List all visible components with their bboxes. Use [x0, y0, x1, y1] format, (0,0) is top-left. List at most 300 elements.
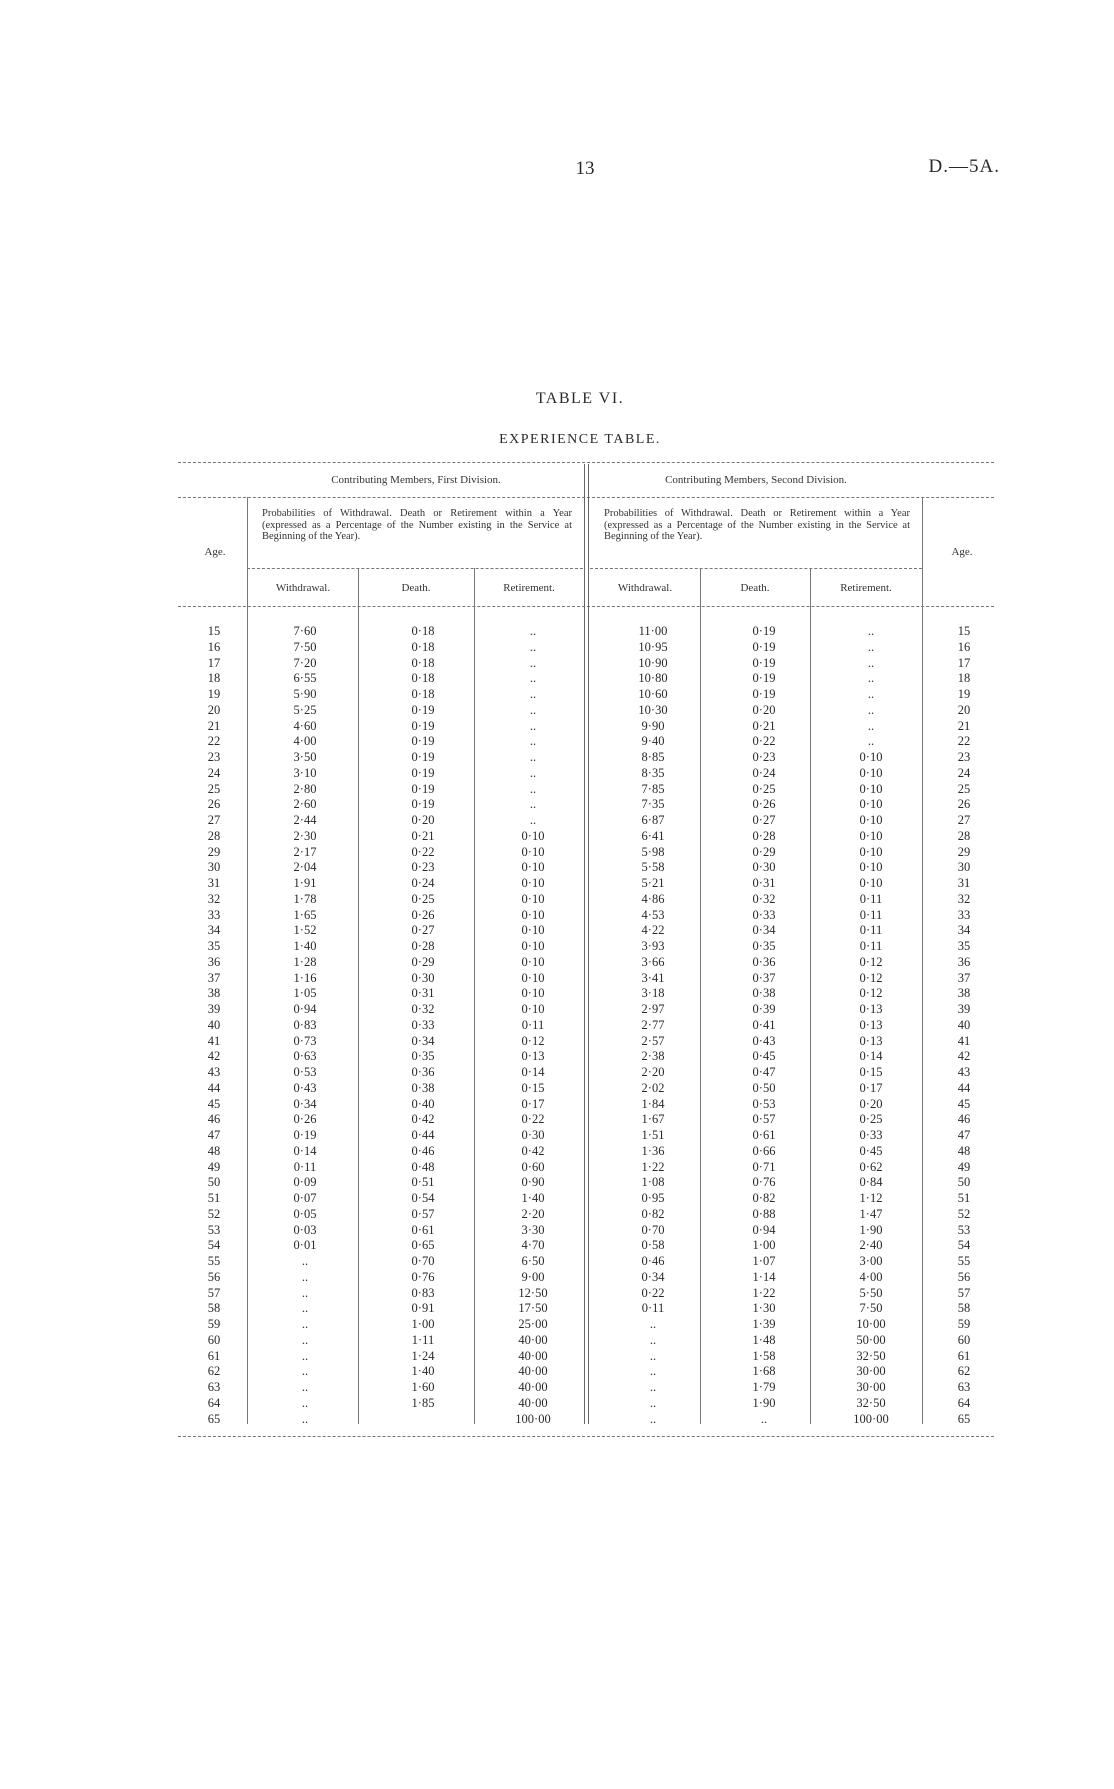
table-row: [0, 892, 1114, 908]
death-first-cell: 0·19: [411, 702, 435, 717]
age-cell-right: 46: [957, 1112, 971, 1127]
age-cell: 17: [207, 655, 221, 670]
withdrawal-first-cell: 1·78: [293, 891, 317, 906]
death-first-cell: 1·24: [411, 1348, 435, 1363]
withdrawal-first-cell: ..: [301, 1411, 309, 1426]
retirement-second-cell: ..: [867, 671, 875, 686]
death-first-cell: 1·40: [411, 1364, 435, 1379]
death-second-cell: 0·71: [752, 1159, 776, 1174]
table-row: [0, 1175, 1114, 1191]
retirement-first-cell: 0·10: [521, 923, 545, 938]
death-first-cell: 0·48: [411, 1159, 435, 1174]
withdrawal-first-cell: 1·52: [293, 923, 317, 938]
death-second-cell: 0·21: [752, 718, 776, 733]
death-second-cell: 0·23: [752, 750, 776, 764]
retirement-second-cell: 0·10: [859, 860, 883, 875]
age-cell: 56: [207, 1269, 221, 1284]
withdrawal-second-cell: ..: [649, 1411, 657, 1426]
age-cell-right: 61: [957, 1348, 971, 1363]
age-cell: 25: [207, 781, 221, 796]
withdrawal-second-cell: 2·77: [641, 1017, 665, 1032]
withdrawal-first-cell: 4·60: [293, 718, 317, 733]
retirement-second-cell: 3·00: [859, 1254, 883, 1268]
retirement-first-cell: ..: [529, 639, 537, 654]
age-cell: 43: [207, 1065, 221, 1079]
death-first-cell: 0·18: [411, 624, 435, 638]
withdrawal-first-cell: 7·60: [293, 624, 317, 638]
withdrawal-second-cell: 10·60: [638, 687, 668, 701]
age-cell-right: 51: [957, 1191, 971, 1205]
death-first-cell: 0·25: [411, 891, 435, 906]
death-first-cell: 0·70: [411, 1254, 435, 1268]
withdrawal-first-cell: 2·30: [293, 828, 317, 843]
age-cell-right: 19: [957, 687, 971, 701]
table-row: [0, 797, 1114, 813]
withdrawal-first-cell: 0·19: [293, 1128, 317, 1142]
death-first-cell: 0·61: [411, 1222, 435, 1237]
age-cell: 58: [207, 1301, 221, 1316]
age-cell: 39: [207, 1002, 221, 1016]
withdrawal-header-second: Withdrawal.: [617, 582, 673, 594]
retirement-second-cell: 0·62: [859, 1159, 883, 1174]
retirement-first-cell: 0·60: [521, 1159, 545, 1174]
death-second-cell: 1·48: [752, 1332, 776, 1347]
retirement-second-cell: ..: [867, 639, 875, 654]
retirement-second-cell: 50·00: [856, 1332, 886, 1347]
age-cell-right: 17: [957, 655, 971, 670]
retirement-second-cell: 5·50: [859, 1285, 883, 1300]
withdrawal-first-cell: 4·00: [293, 734, 317, 749]
retirement-second-cell: 0·15: [859, 1065, 883, 1079]
age-cell-right: 54: [957, 1238, 971, 1253]
table-row: [0, 671, 1114, 687]
death-second-cell: 0·57: [752, 1112, 776, 1127]
withdrawal-second-cell: 10·90: [638, 655, 668, 670]
withdrawal-first-cell: 2·17: [293, 844, 317, 859]
withdrawal-second-cell: ..: [649, 1380, 657, 1394]
death-second-cell: 1·14: [752, 1269, 776, 1284]
retirement-first-cell: ..: [529, 702, 537, 717]
withdrawal-first-cell: 5·90: [293, 687, 317, 701]
death-second-cell: 0·53: [752, 1096, 776, 1111]
retirement-second-cell: 0·84: [859, 1175, 883, 1190]
retirement-second-cell: 1·90: [859, 1222, 883, 1237]
retirement-first-cell: 0·17: [521, 1096, 545, 1111]
table-row: [0, 1128, 1114, 1144]
withdrawal-second-cell: ..: [649, 1348, 657, 1363]
death-first-cell: 0·19: [411, 734, 435, 749]
age-cell: 21: [207, 718, 221, 733]
death-first-cell: 0·21: [411, 828, 435, 843]
withdrawal-second-cell: 3·66: [641, 954, 665, 969]
withdrawal-second-cell: 2·20: [641, 1065, 665, 1079]
withdrawal-first-cell: 0·09: [293, 1175, 317, 1190]
withdrawal-second-cell: 1·51: [641, 1128, 665, 1142]
age-cell-right: 25: [957, 781, 971, 796]
age-cell: 23: [207, 750, 221, 764]
death-first-cell: 0·29: [411, 954, 435, 969]
death-second-cell: 1·58: [752, 1348, 776, 1363]
death-first-cell: 0·38: [411, 1080, 435, 1095]
table-row: [0, 860, 1114, 876]
age-cell-right: 55: [957, 1254, 971, 1268]
withdrawal-second-cell: 0·34: [641, 1269, 665, 1284]
retirement-second-cell: 0·11: [859, 939, 883, 953]
table-row: [0, 1270, 1114, 1286]
retirement-first-cell: 0·10: [521, 954, 545, 969]
table-row: [0, 813, 1114, 829]
withdrawal-first-cell: ..: [301, 1269, 309, 1284]
table-row: [0, 955, 1114, 971]
death-second-cell: 0·19: [752, 624, 776, 638]
withdrawal-second-cell: 1·36: [641, 1143, 665, 1158]
retirement-second-cell: 0·10: [859, 781, 883, 796]
table-row: [0, 829, 1114, 845]
withdrawal-second-cell: 9·90: [641, 718, 665, 733]
age-cell: 16: [207, 639, 221, 654]
age-cell: 64: [207, 1395, 221, 1410]
retirement-first-cell: 1·40: [521, 1191, 545, 1205]
death-first-cell: 0·19: [411, 781, 435, 796]
age-cell: 45: [207, 1096, 221, 1111]
age-header-left: Age.: [204, 546, 226, 558]
retirement-first-cell: 17·50: [518, 1301, 548, 1316]
retirement-first-cell: 0·14: [521, 1065, 545, 1079]
retirement-first-cell: 6·50: [521, 1254, 545, 1268]
death-second-cell: 0·88: [752, 1206, 776, 1221]
retirement-second-cell: 0·20: [859, 1096, 883, 1111]
age-cell: 51: [207, 1191, 221, 1205]
retirement-second-cell: 0·10: [859, 876, 883, 890]
retirement-second-cell: 0·10: [859, 813, 883, 827]
withdrawal-first-cell: 0·73: [293, 1033, 317, 1048]
table-row: [0, 1065, 1114, 1081]
retirement-second-cell: ..: [867, 624, 875, 638]
age-cell: 53: [207, 1222, 221, 1237]
age-cell: 18: [207, 671, 221, 686]
table-row: [0, 1018, 1114, 1034]
age-cell-right: 57: [957, 1285, 971, 1300]
age-cell: 62: [207, 1364, 221, 1379]
age-cell-right: 15: [957, 624, 971, 638]
age-cell-right: 26: [957, 797, 971, 812]
death-first-cell: 0·34: [411, 1033, 435, 1048]
death-second-cell: 1·90: [752, 1395, 776, 1410]
retirement-first-cell: ..: [529, 813, 537, 827]
death-second-cell: 0·82: [752, 1191, 776, 1205]
withdrawal-second-cell: 3·41: [641, 970, 665, 985]
age-cell-right: 24: [957, 765, 971, 780]
withdrawal-second-cell: 0·58: [641, 1238, 665, 1253]
table-row: [0, 703, 1114, 719]
retirement-first-cell: 40·00: [518, 1364, 548, 1379]
withdrawal-first-cell: 0·94: [293, 1002, 317, 1016]
withdrawal-second-cell: 4·53: [641, 907, 665, 922]
age-cell-right: 56: [957, 1269, 971, 1284]
death-second-cell: 0·38: [752, 986, 776, 1001]
age-cell: 35: [207, 939, 221, 953]
death-first-cell: 0·91: [411, 1301, 435, 1316]
age-cell-right: 22: [957, 734, 971, 749]
withdrawal-second-cell: 10·30: [638, 702, 668, 717]
death-first-cell: 0·23: [411, 860, 435, 875]
death-first-cell: 1·85: [411, 1395, 435, 1410]
age-cell-right: 16: [957, 639, 971, 654]
withdrawal-header-first: Withdrawal.: [275, 582, 331, 594]
death-first-cell: 0·19: [411, 765, 435, 780]
age-cell: 65: [207, 1411, 221, 1426]
withdrawal-second-cell: 1·22: [641, 1159, 665, 1174]
table-row: [0, 908, 1114, 924]
withdrawal-second-cell: 4·22: [641, 923, 665, 938]
age-cell: 59: [207, 1317, 221, 1331]
probabilities-header-second: Probabilities of Withdrawal. Death or Retirement within a Year (expressed as a Percentage of the Number existing in the Service at Beginning of the Year).: [604, 508, 910, 542]
death-second-cell: ..: [760, 1411, 768, 1426]
retirement-second-cell: 0·25: [859, 1112, 883, 1127]
retirement-first-cell: ..: [529, 655, 537, 670]
withdrawal-second-cell: ..: [649, 1364, 657, 1379]
retirement-first-cell: 0·90: [521, 1175, 545, 1190]
age-cell-right: 45: [957, 1096, 971, 1111]
death-first-cell: 0·19: [411, 750, 435, 764]
withdrawal-second-cell: 0·22: [641, 1285, 665, 1300]
retirement-first-cell: ..: [529, 765, 537, 780]
age-cell-right: 64: [957, 1395, 971, 1410]
age-cell: 34: [207, 923, 221, 938]
death-first-cell: 0·83: [411, 1285, 435, 1300]
withdrawal-second-cell: 10·80: [638, 671, 668, 686]
retirement-first-cell: 3·30: [521, 1222, 545, 1237]
death-first-cell: 0·24: [411, 876, 435, 890]
withdrawal-second-cell: 5·21: [641, 876, 665, 890]
age-cell-right: 21: [957, 718, 971, 733]
retirement-second-cell: 0·10: [859, 828, 883, 843]
retirement-first-cell: 40·00: [518, 1332, 548, 1347]
withdrawal-second-cell: 5·98: [641, 844, 665, 859]
death-first-cell: 0·27: [411, 923, 435, 938]
retirement-second-cell: 0·45: [859, 1143, 883, 1158]
retirement-first-cell: 0·10: [521, 844, 545, 859]
retirement-second-cell: 32·50: [856, 1395, 886, 1410]
table-row: [0, 719, 1114, 735]
withdrawal-second-cell: 5·58: [641, 860, 665, 875]
death-second-cell: 0·24: [752, 765, 776, 780]
age-cell: 19: [207, 687, 221, 701]
withdrawal-first-cell: 0·26: [293, 1112, 317, 1127]
withdrawal-first-cell: 1·28: [293, 954, 317, 969]
subheader-rule-first: [247, 568, 583, 569]
retirement-first-cell: 4·70: [521, 1238, 545, 1253]
table-row: [0, 1223, 1114, 1239]
withdrawal-first-cell: 6·55: [293, 671, 317, 686]
age-cell-right: 28: [957, 828, 971, 843]
death-second-cell: 0·76: [752, 1175, 776, 1190]
table-row: [0, 1144, 1114, 1160]
age-cell-right: 53: [957, 1222, 971, 1237]
withdrawal-first-cell: 0·63: [293, 1049, 317, 1064]
withdrawal-first-cell: 2·44: [293, 813, 317, 827]
table-row: [0, 687, 1114, 703]
death-second-cell: 0·34: [752, 923, 776, 938]
age-cell: 20: [207, 702, 221, 717]
retirement-first-cell: 0·10: [521, 1002, 545, 1016]
age-cell: 60: [207, 1332, 221, 1347]
withdrawal-first-cell: ..: [301, 1332, 309, 1347]
table-top-rule: [178, 462, 994, 463]
withdrawal-first-cell: 1·16: [293, 970, 317, 985]
withdrawal-first-cell: 1·65: [293, 907, 317, 922]
table-row: [0, 624, 1114, 640]
retirement-first-cell: 0·10: [521, 891, 545, 906]
table-row: [0, 1254, 1114, 1270]
death-second-cell: 0·22: [752, 734, 776, 749]
age-cell: 29: [207, 844, 221, 859]
age-cell-right: 38: [957, 986, 971, 1001]
age-header-right: Age.: [951, 546, 973, 558]
withdrawal-first-cell: ..: [301, 1380, 309, 1394]
table-row: [0, 1349, 1114, 1365]
retirement-second-cell: 0·14: [859, 1049, 883, 1064]
table-row: [0, 971, 1114, 987]
death-second-cell: 1·39: [752, 1317, 776, 1331]
age-cell: 54: [207, 1238, 221, 1253]
withdrawal-first-cell: 0·34: [293, 1096, 317, 1111]
death-first-cell: 0·54: [411, 1191, 435, 1205]
retirement-second-cell: 0·33: [859, 1128, 883, 1142]
retirement-second-cell: 1·12: [859, 1191, 883, 1205]
death-first-cell: 0·36: [411, 1065, 435, 1079]
death-first-cell: 0·76: [411, 1269, 435, 1284]
withdrawal-first-cell: ..: [301, 1285, 309, 1300]
table-row: [0, 1160, 1114, 1176]
withdrawal-first-cell: 0·53: [293, 1065, 317, 1079]
withdrawal-first-cell: 1·40: [293, 939, 317, 953]
death-first-cell: 0·18: [411, 655, 435, 670]
withdrawal-second-cell: 8·85: [641, 750, 665, 764]
age-cell-right: 41: [957, 1033, 971, 1048]
age-cell: 40: [207, 1017, 221, 1032]
retirement-second-cell: 0·11: [859, 907, 883, 922]
age-cell-right: 43: [957, 1065, 971, 1079]
death-second-cell: 0·29: [752, 844, 776, 859]
withdrawal-second-cell: 1·84: [641, 1096, 665, 1111]
retirement-first-cell: 0·10: [521, 828, 545, 843]
death-second-cell: 0·33: [752, 907, 776, 922]
death-first-cell: 0·30: [411, 970, 435, 985]
table-row: [0, 1191, 1114, 1207]
table-row: [0, 656, 1114, 672]
death-second-cell: 1·30: [752, 1301, 776, 1316]
probabilities-header-first: Probabilities of Withdrawal. Death or Retirement within a Year (expressed as a Percentage of the Number existing in the Service at Beginning of the Year).: [262, 508, 572, 542]
retirement-first-cell: ..: [529, 718, 537, 733]
withdrawal-first-cell: ..: [301, 1395, 309, 1410]
table-row: [0, 1380, 1114, 1396]
age-cell-right: 49: [957, 1159, 971, 1174]
death-second-cell: 0·19: [752, 655, 776, 670]
withdrawal-first-cell: ..: [301, 1348, 309, 1363]
withdrawal-first-cell: 3·50: [293, 750, 317, 764]
table-row: [0, 1301, 1114, 1317]
retirement-first-cell: 0·15: [521, 1080, 545, 1095]
withdrawal-second-cell: 6·87: [641, 813, 665, 827]
age-cell: 41: [207, 1033, 221, 1048]
retirement-first-cell: ..: [529, 671, 537, 686]
table-row: [0, 640, 1114, 656]
death-second-cell: 1·68: [752, 1364, 776, 1379]
retirement-second-cell: ..: [867, 702, 875, 717]
withdrawal-first-cell: ..: [301, 1364, 309, 1379]
table-row: [0, 750, 1114, 766]
death-second-cell: 0·50: [752, 1080, 776, 1095]
retirement-first-cell: 0·42: [521, 1143, 545, 1158]
age-cell: 55: [207, 1254, 221, 1268]
death-first-cell: 0·18: [411, 639, 435, 654]
retirement-first-cell: ..: [529, 750, 537, 764]
age-cell: 49: [207, 1159, 221, 1174]
retirement-second-cell: 0·11: [859, 923, 883, 938]
withdrawal-second-cell: 3·18: [641, 986, 665, 1001]
death-second-cell: 0·94: [752, 1222, 776, 1237]
withdrawal-second-cell: 8·35: [641, 765, 665, 780]
death-first-cell: 0·18: [411, 671, 435, 686]
retirement-first-cell: 40·00: [518, 1348, 548, 1363]
withdrawal-second-cell: 11·00: [638, 624, 668, 638]
age-cell-right: 31: [957, 876, 971, 890]
retirement-first-cell: 40·00: [518, 1380, 548, 1394]
death-second-cell: 0·37: [752, 970, 776, 985]
age-cell: 44: [207, 1080, 221, 1095]
age-cell-right: 27: [957, 813, 971, 827]
division-1-header: Contributing Members, First Division.: [331, 474, 501, 486]
death-second-cell: 0·39: [752, 1002, 776, 1016]
age-cell-right: 40: [957, 1017, 971, 1032]
withdrawal-first-cell: 1·91: [293, 876, 317, 890]
death-second-cell: 0·47: [752, 1065, 776, 1079]
death-second-cell: 0·19: [752, 639, 776, 654]
age-cell: 52: [207, 1206, 221, 1221]
table-row: [0, 1364, 1114, 1380]
age-cell-right: 65: [957, 1411, 971, 1426]
withdrawal-first-cell: ..: [301, 1317, 309, 1331]
table-row: [0, 1333, 1114, 1349]
death-header-first: Death.: [401, 582, 431, 594]
retirement-first-cell: 40·00: [518, 1395, 548, 1410]
death-second-cell: 1·00: [752, 1238, 776, 1253]
age-cell-right: 32: [957, 891, 971, 906]
retirement-first-cell: 100·00: [515, 1411, 551, 1426]
age-cell: 50: [207, 1175, 221, 1190]
death-second-cell: 0·35: [752, 939, 776, 953]
withdrawal-first-cell: 7·50: [293, 639, 317, 654]
table-row: [0, 766, 1114, 782]
death-second-cell: 0·43: [752, 1033, 776, 1048]
death-first-cell: 0·44: [411, 1128, 435, 1142]
withdrawal-second-cell: 0·70: [641, 1222, 665, 1237]
table-row: [0, 845, 1114, 861]
withdrawal-first-cell: 7·20: [293, 655, 317, 670]
retirement-second-cell: 0·11: [859, 891, 883, 906]
retirement-second-cell: 4·00: [859, 1269, 883, 1284]
retirement-second-cell: 0·12: [859, 986, 883, 1001]
withdrawal-first-cell: 0·11: [293, 1159, 317, 1174]
retirement-first-cell: ..: [529, 734, 537, 749]
death-second-cell: 0·36: [752, 954, 776, 969]
withdrawal-second-cell: 0·82: [641, 1206, 665, 1221]
retirement-first-cell: ..: [529, 687, 537, 701]
withdrawal-first-cell: 0·01: [293, 1238, 317, 1253]
death-second-cell: 1·79: [752, 1380, 776, 1394]
retirement-first-cell: ..: [529, 624, 537, 638]
